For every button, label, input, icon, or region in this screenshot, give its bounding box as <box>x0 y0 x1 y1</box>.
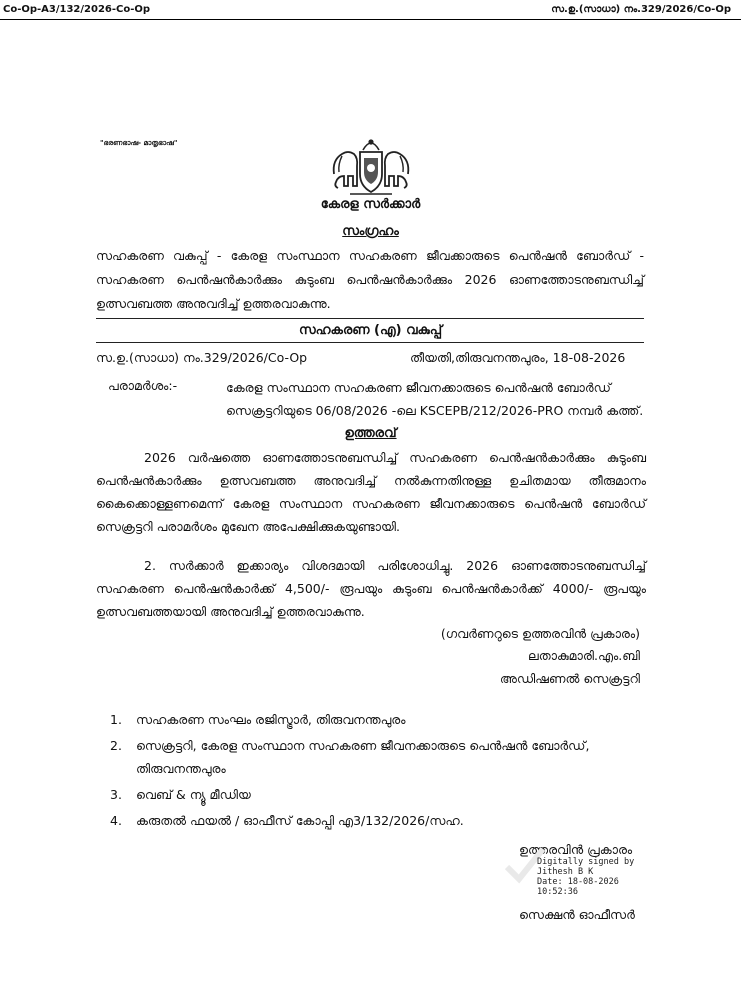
subject-text: സഹകരണ വകുപ്പ് - കേരള സംസ്ഥാന സഹകരണ ജീവക്കാരുടെ പെൻഷൻ ബോർഡ് - സഹകരണ പെൻഷൻകാർക്കും കുടുംബ പെൻഷൻകാർക്കും 2026 ഓണത്തോടനുബന്ധിച്ച് ഉത്സവബത്ത അനുവദിച്ച് ഉത്തരവാകുന്നു. <box>96 248 644 311</box>
abstract-heading: സംഗ്രഹം <box>342 224 399 239</box>
list-item: 2. സെക്രട്ടറി, കേരള സംസ്ഥാന സഹകരണ ജീവനക്കാരുടെ പെൻഷൻ ബോർഡ്, തിരുവനന്തപുരം <box>110 738 590 776</box>
reference-text: കേരള സംസ്ഥാന സഹകരണ ജീവനക്കാരുടെ പെൻഷൻ ബോർഡ് സെക്രട്ടറിയുടെ 06/08/2026 -ലെ KSCEPB/212/2026-PRO നമ്പർ കത്ത്. <box>226 380 644 418</box>
pdf-header-bar <box>0 0 741 20</box>
motto: "ഭരണഭാഷ- മാതൃഭാഷ" <box>100 139 178 147</box>
copy-to-list <box>110 708 650 835</box>
digital-signature <box>537 857 634 897</box>
order-number: സ.ഉ.(സാധാ) നം.329/2026/Co-Op <box>96 350 308 365</box>
digital-line: 10:52:36 <box>537 887 578 897</box>
order-reference: സ.ഉ.(സാധാ) നം.329/2026/Co-Op <box>551 4 731 15</box>
order-heading: ഉത്തരവ് <box>344 426 397 441</box>
list-item: 1. സഹകരണ സംഘം രജിസ്ട്രാർ, തിരുവനന്തപുരം <box>110 712 406 727</box>
digital-line: Date: 18-08-2026 <box>537 877 619 887</box>
forwarded-by-order: ഉത്തരവിൻ പ്രകാരം <box>519 842 633 857</box>
order-paragraph-1: 2026 വർഷത്തെ ഓണത്തോടനുബന്ധിച്ച് സഹകരണ പെൻഷൻകാർക്കും കുടുംബ പെൻഷൻകാർക്കും ഉത്സവബത്ത അനുവദിച്ച് നൽകുന്നതിനുള്ള ഉചിതമായ തീരുമാനം കൈക്കൊള്ളണമെന്ന് കേരള സംസ്ഥാന സഹകരണ ജീവനക്കാരുടെ പെൻഷൻ ബോർഡ് സെക്രട്ടറി പരാമർശം മുഖേന അപേക്ഷിക്കുകയുണ്ടായി. <box>96 450 646 534</box>
list-item: 4. കരുതൽ ഫയൽ / ഓഫീസ് കോപ്പി എ3/132/2026/സഹ. <box>110 813 464 828</box>
department-title: സഹകരണ (എ) വകുപ്പ് <box>298 323 442 338</box>
by-order-of-governor: (ഗവർണറുടെ ഉത്തരവിൻ പ്രകാരം) <box>440 626 640 641</box>
digital-line: Jithesh B K <box>537 867 594 877</box>
divider-top <box>96 318 644 319</box>
kerala-emblem-icon <box>330 134 412 198</box>
divider-bottom <box>96 342 644 343</box>
signatory-designation: അഡിഷണൽ സെക്രട്ടറി <box>499 671 640 686</box>
order-paragraph-2: 2. സർക്കാർ ഇക്കാര്യം വിശദമായി പരിശോധിച്ചു. 2026 ഓണത്തോടനുബന്ധിച്ച് സഹകരണ പെൻഷൻകാർക്ക് 4,500/- രൂപയും കുടുംബ പെൻഷൻകാർക്ക് 4000/- രൂപയും ഉത്സവബത്തയായി അനുവദിച്ച് ഉത്തരവാകുന്നു. <box>96 558 646 619</box>
header-divider <box>0 19 741 20</box>
government-title: കേരള സർക്കാർ <box>320 197 421 212</box>
signatory-name: ലതാകുമാരി.എം.ബി <box>528 648 640 663</box>
digital-line: Digitally signed by <box>537 857 635 867</box>
file-reference: Co-Op-A3/132/2026-Co-Op <box>3 4 151 15</box>
list-item: 3. വെബ് & ന്യൂ മീഡിയ <box>110 787 251 802</box>
reference-label: പരാമർശം:- <box>108 378 178 393</box>
order-date: തീയതി,തിരുവനന്തപുരം, 18-08-2026 <box>410 350 626 365</box>
section-officer: സെക്ഷൻ ഓഫീസർ <box>519 907 635 922</box>
